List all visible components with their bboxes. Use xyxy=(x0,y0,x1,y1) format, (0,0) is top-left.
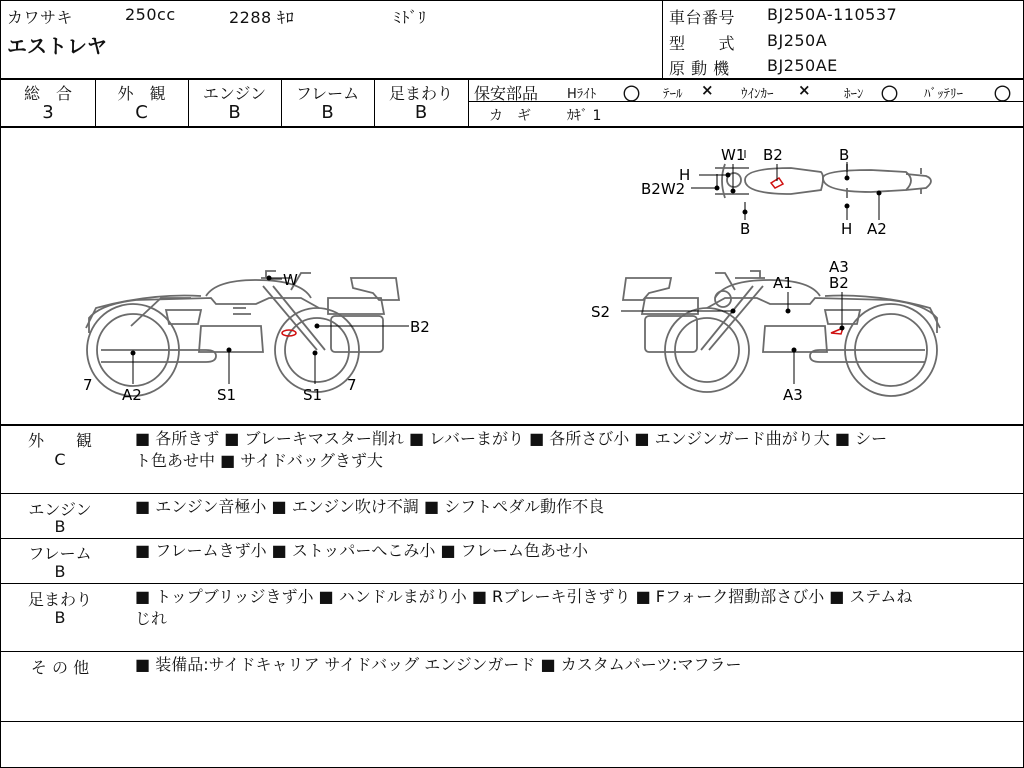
other-comment: ■ 装備品:サイドキャリア サイドバッグ エンジンガード ■ カスタムパーツ:マフラー xyxy=(135,655,742,674)
header-divider xyxy=(662,1,663,79)
model-type-label: 型 式 xyxy=(669,34,736,53)
displacement: 250cc xyxy=(125,5,176,24)
diagram-label-s2: S2 xyxy=(591,303,611,321)
frame-no: BJ250A-110537 xyxy=(767,5,898,24)
engine-comment: ■ エンジン音極小 ■ エンジン吹け不調 ■ シフトペダル動作不良 xyxy=(135,497,605,516)
diagram-label-b: B xyxy=(839,146,850,164)
key-label: カ ギ xyxy=(489,108,531,124)
diagram-label-a3: A3 xyxy=(829,258,849,276)
diagram-label-b2: B2 xyxy=(829,274,849,292)
frame-comment: ■ フレームきず小 ■ ストッパーへこみ小 ■ フレーム色あせ小 xyxy=(135,541,589,560)
rule xyxy=(1,651,1024,652)
suspension-grade: B xyxy=(414,102,428,123)
horn-label: ﾎｰﾝ xyxy=(844,87,864,102)
diagram-label-h: H xyxy=(679,166,691,184)
other-comment-label: そ の 他 xyxy=(30,658,90,677)
suspension-comment-label: 足まわり xyxy=(27,590,92,609)
maker: カワサキ xyxy=(7,8,74,27)
suspension-comment: ■ トップブリッジきず小 ■ ハンドルまがり小 ■ Rブレーキ引きずり ■ Fフォーク摺動部さび小 ■ ステムね xyxy=(135,587,913,606)
frame-grade: B xyxy=(321,102,334,123)
rule xyxy=(1,721,1024,722)
battery-label: ﾊﾞｯﾃﾘｰ xyxy=(924,87,963,102)
engine-comment-label: エンジン xyxy=(28,500,92,519)
diagram-label-s1: S1 xyxy=(217,386,237,404)
suspension-grade-label: 足まわり xyxy=(388,84,453,103)
diagram-label-w1: W1 xyxy=(721,146,746,164)
frame-comment-label: フレーム xyxy=(28,544,92,563)
winker-ng-mark: × xyxy=(798,81,811,99)
engine-model: BJ250AE xyxy=(767,56,838,75)
grade-divider xyxy=(468,79,469,127)
exterior-grade: C xyxy=(135,102,148,123)
diagram-label-a2: A2 xyxy=(122,386,142,404)
total-grade-label: 総 合 xyxy=(23,84,72,103)
safety-label: 保安部品 xyxy=(474,84,539,103)
headlight-ok-mark: 〇 xyxy=(623,85,640,105)
engine-grade-label: エンジン xyxy=(202,84,267,103)
model-name: エストレヤ xyxy=(7,34,107,58)
rule xyxy=(1,424,1024,426)
frame-grade-label: フレーム xyxy=(295,84,360,103)
exterior-grade-label: 外 観 xyxy=(117,84,166,103)
diagram-label-b2: B2 xyxy=(763,146,783,164)
exterior-comment-continued: ト色あせ中 ■ サイドバッグきず大 xyxy=(135,451,383,470)
suspension-comment-grade: B xyxy=(54,608,66,627)
headlight-label: Hﾗｲﾄ xyxy=(567,87,597,102)
diagram-label-b2w2: B2W2 xyxy=(641,180,686,198)
diagram-label-7: 7 xyxy=(347,376,357,394)
tail-ng-mark: × xyxy=(701,81,714,99)
diagram-label-h: H xyxy=(841,220,853,238)
battery-ok-mark: 〇 xyxy=(994,85,1011,105)
diagram-label-a3: A3 xyxy=(783,386,803,404)
frame-no-label: 車台番号 xyxy=(669,8,736,27)
engine-comment-grade: B xyxy=(54,517,66,536)
diagram-label-b: B xyxy=(740,220,751,238)
diagram-label-b2: B2 xyxy=(410,318,430,336)
total-grade: 3 xyxy=(42,102,54,123)
tail-label: ﾃｰﾙ xyxy=(663,87,683,102)
rule xyxy=(1,538,1024,539)
mileage: 2288 ｷﾛ xyxy=(229,8,295,27)
exterior-comment-grade: C xyxy=(54,450,66,469)
diagram-label-7: 7 xyxy=(83,376,93,394)
rule xyxy=(1,78,1024,80)
diagram-label-a1: A1 xyxy=(773,274,793,292)
rule xyxy=(1,583,1024,584)
rule xyxy=(1,493,1024,494)
bike-top-view xyxy=(715,150,931,212)
exterior-comment: ■ 各所きず ■ ブレーキマスター削れ ■ レバーまがり ■ 各所さび小 ■ エンジンガード曲がり大 ■ シー xyxy=(135,429,888,448)
diagram-label-w: W xyxy=(283,271,298,289)
diagram-label-s1: S1 xyxy=(303,386,323,404)
horn-ok-mark: 〇 xyxy=(881,85,898,105)
diagram-label-a2: A2 xyxy=(867,220,887,238)
winker-label: ｳｲﾝｶｰ xyxy=(741,87,774,102)
engine-model-label: 原 動 機 xyxy=(669,59,730,78)
suspension-comment-continued: じれ xyxy=(135,609,168,628)
frame-comment-grade: B xyxy=(54,562,66,581)
key-value: ｶｷﾞ 1 xyxy=(567,108,602,124)
color: ﾐﾄﾞﾘ xyxy=(393,8,427,27)
engine-grade: B xyxy=(228,102,241,123)
damage-diagram xyxy=(1,128,1024,424)
model-type: BJ250A xyxy=(767,31,828,50)
exterior-comment-label: 外 観 xyxy=(27,431,92,450)
